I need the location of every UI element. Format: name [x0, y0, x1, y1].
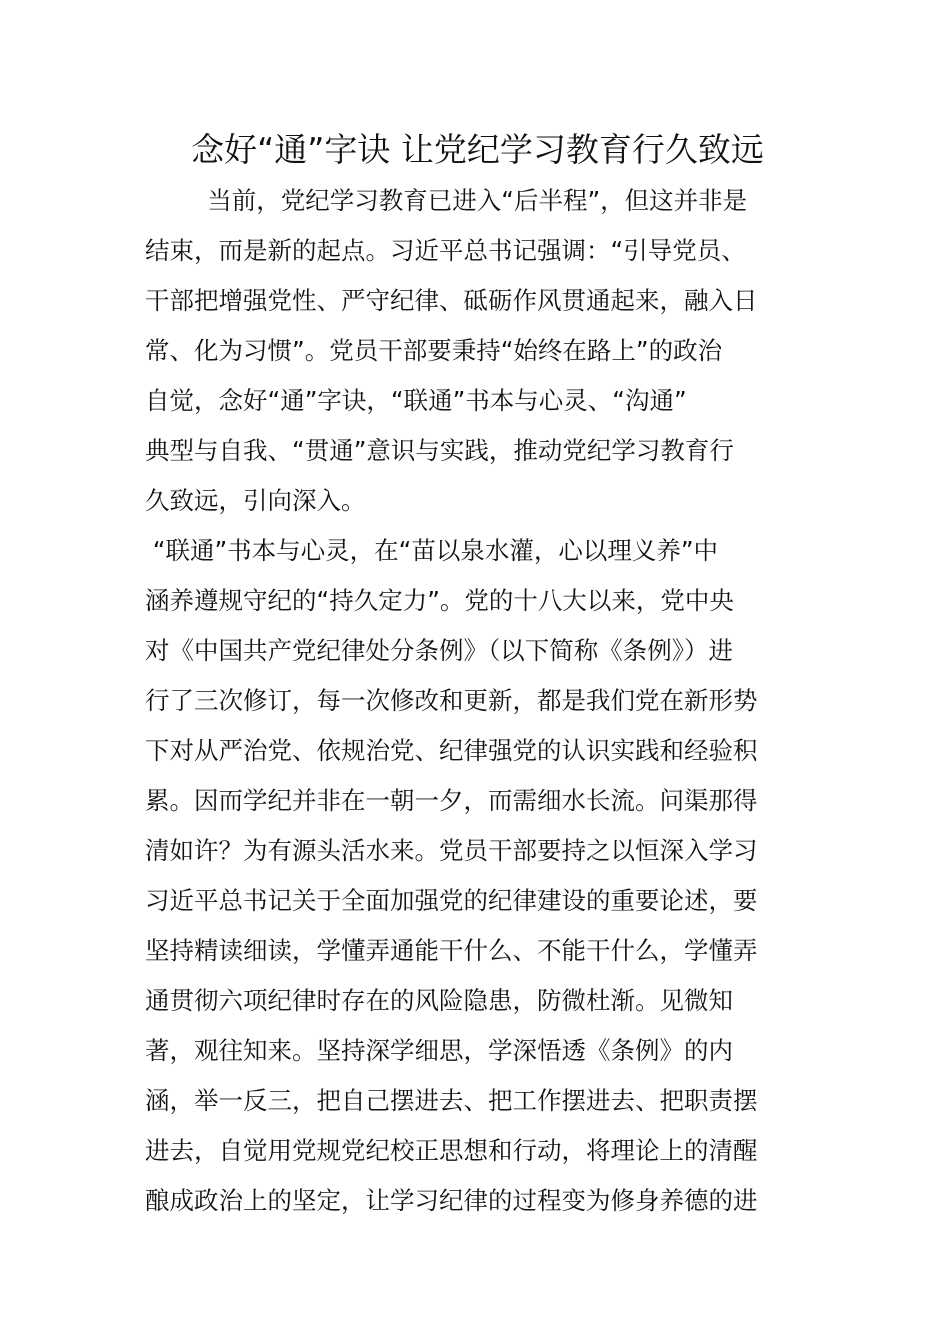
text-line: “联通”书本与心灵，在“苗以泉水灌，心以理义养”中: [145, 536, 719, 565]
text-line: 当前，党纪学习教育已进入“后半程”，但这并非是: [145, 186, 748, 215]
document-title: 念好“通”字诀 让党纪学习教育行久致远: [191, 130, 764, 169]
text-line: 行了三次修订，每一次修改和更新，都是我们党在新形势: [145, 686, 758, 715]
text-line: 结束，而是新的起点。习近平总书记强调：“引导党员、: [145, 236, 746, 265]
text-line: 涵，举一反三，把自己摆进去、把工作摆进去、把职责摆: [145, 1086, 758, 1115]
text-line: 典型与自我、“贯通”意识与实践，推动党纪学习教育行: [145, 436, 734, 465]
text-line: 著，观往知来。坚持深学细思，学深悟透《条例》的内: [145, 1036, 733, 1065]
text-line: 自觉，念好“通”字诀，“联通”书本与心灵、“沟通”: [145, 386, 687, 415]
text-line: 久致远，引向深入。: [145, 486, 366, 515]
text-line: 累。因而学纪并非在一朝一夕，而需细水长流。问渠那得: [145, 786, 758, 815]
text-line: 干部把增强党性、严守纪律、砥砺作风贯通起来，融入日: [145, 286, 758, 315]
text-line: 对《中国共产党纪律处分条例》（以下简称《条例》）进: [145, 636, 733, 665]
text-line: 通贯彻六项纪律时存在的风险隐患，防微杜渐。见微知: [145, 986, 733, 1015]
text-line: 常、化为习惯”。党员干部要秉持“始终在路上”的政治: [145, 336, 723, 365]
text-line: 坚持精读细读，学懂弄通能干什么、不能干什么，学懂弄: [145, 936, 758, 965]
text-line: 酿成政治上的坚定，让学习纪律的过程变为修身养德的进: [145, 1186, 758, 1215]
text-line: 下对从严治党、依规治党、纪律强党的认识实践和经验积: [145, 736, 758, 765]
text-line: 进去，自觉用党规党纪校正思想和行动，将理论上的清醒: [145, 1136, 758, 1165]
text-line: 习近平总书记关于全面加强党的纪律建设的重要论述，要: [145, 886, 758, 915]
text-line: 涵养遵规守纪的“持久定力”。党的十八大以来，党中央: [145, 586, 734, 615]
text-line: 清如许？为有源头活水来。党员干部要持之以恒深入学习: [145, 836, 758, 865]
document-body: [145, 176, 810, 1226]
